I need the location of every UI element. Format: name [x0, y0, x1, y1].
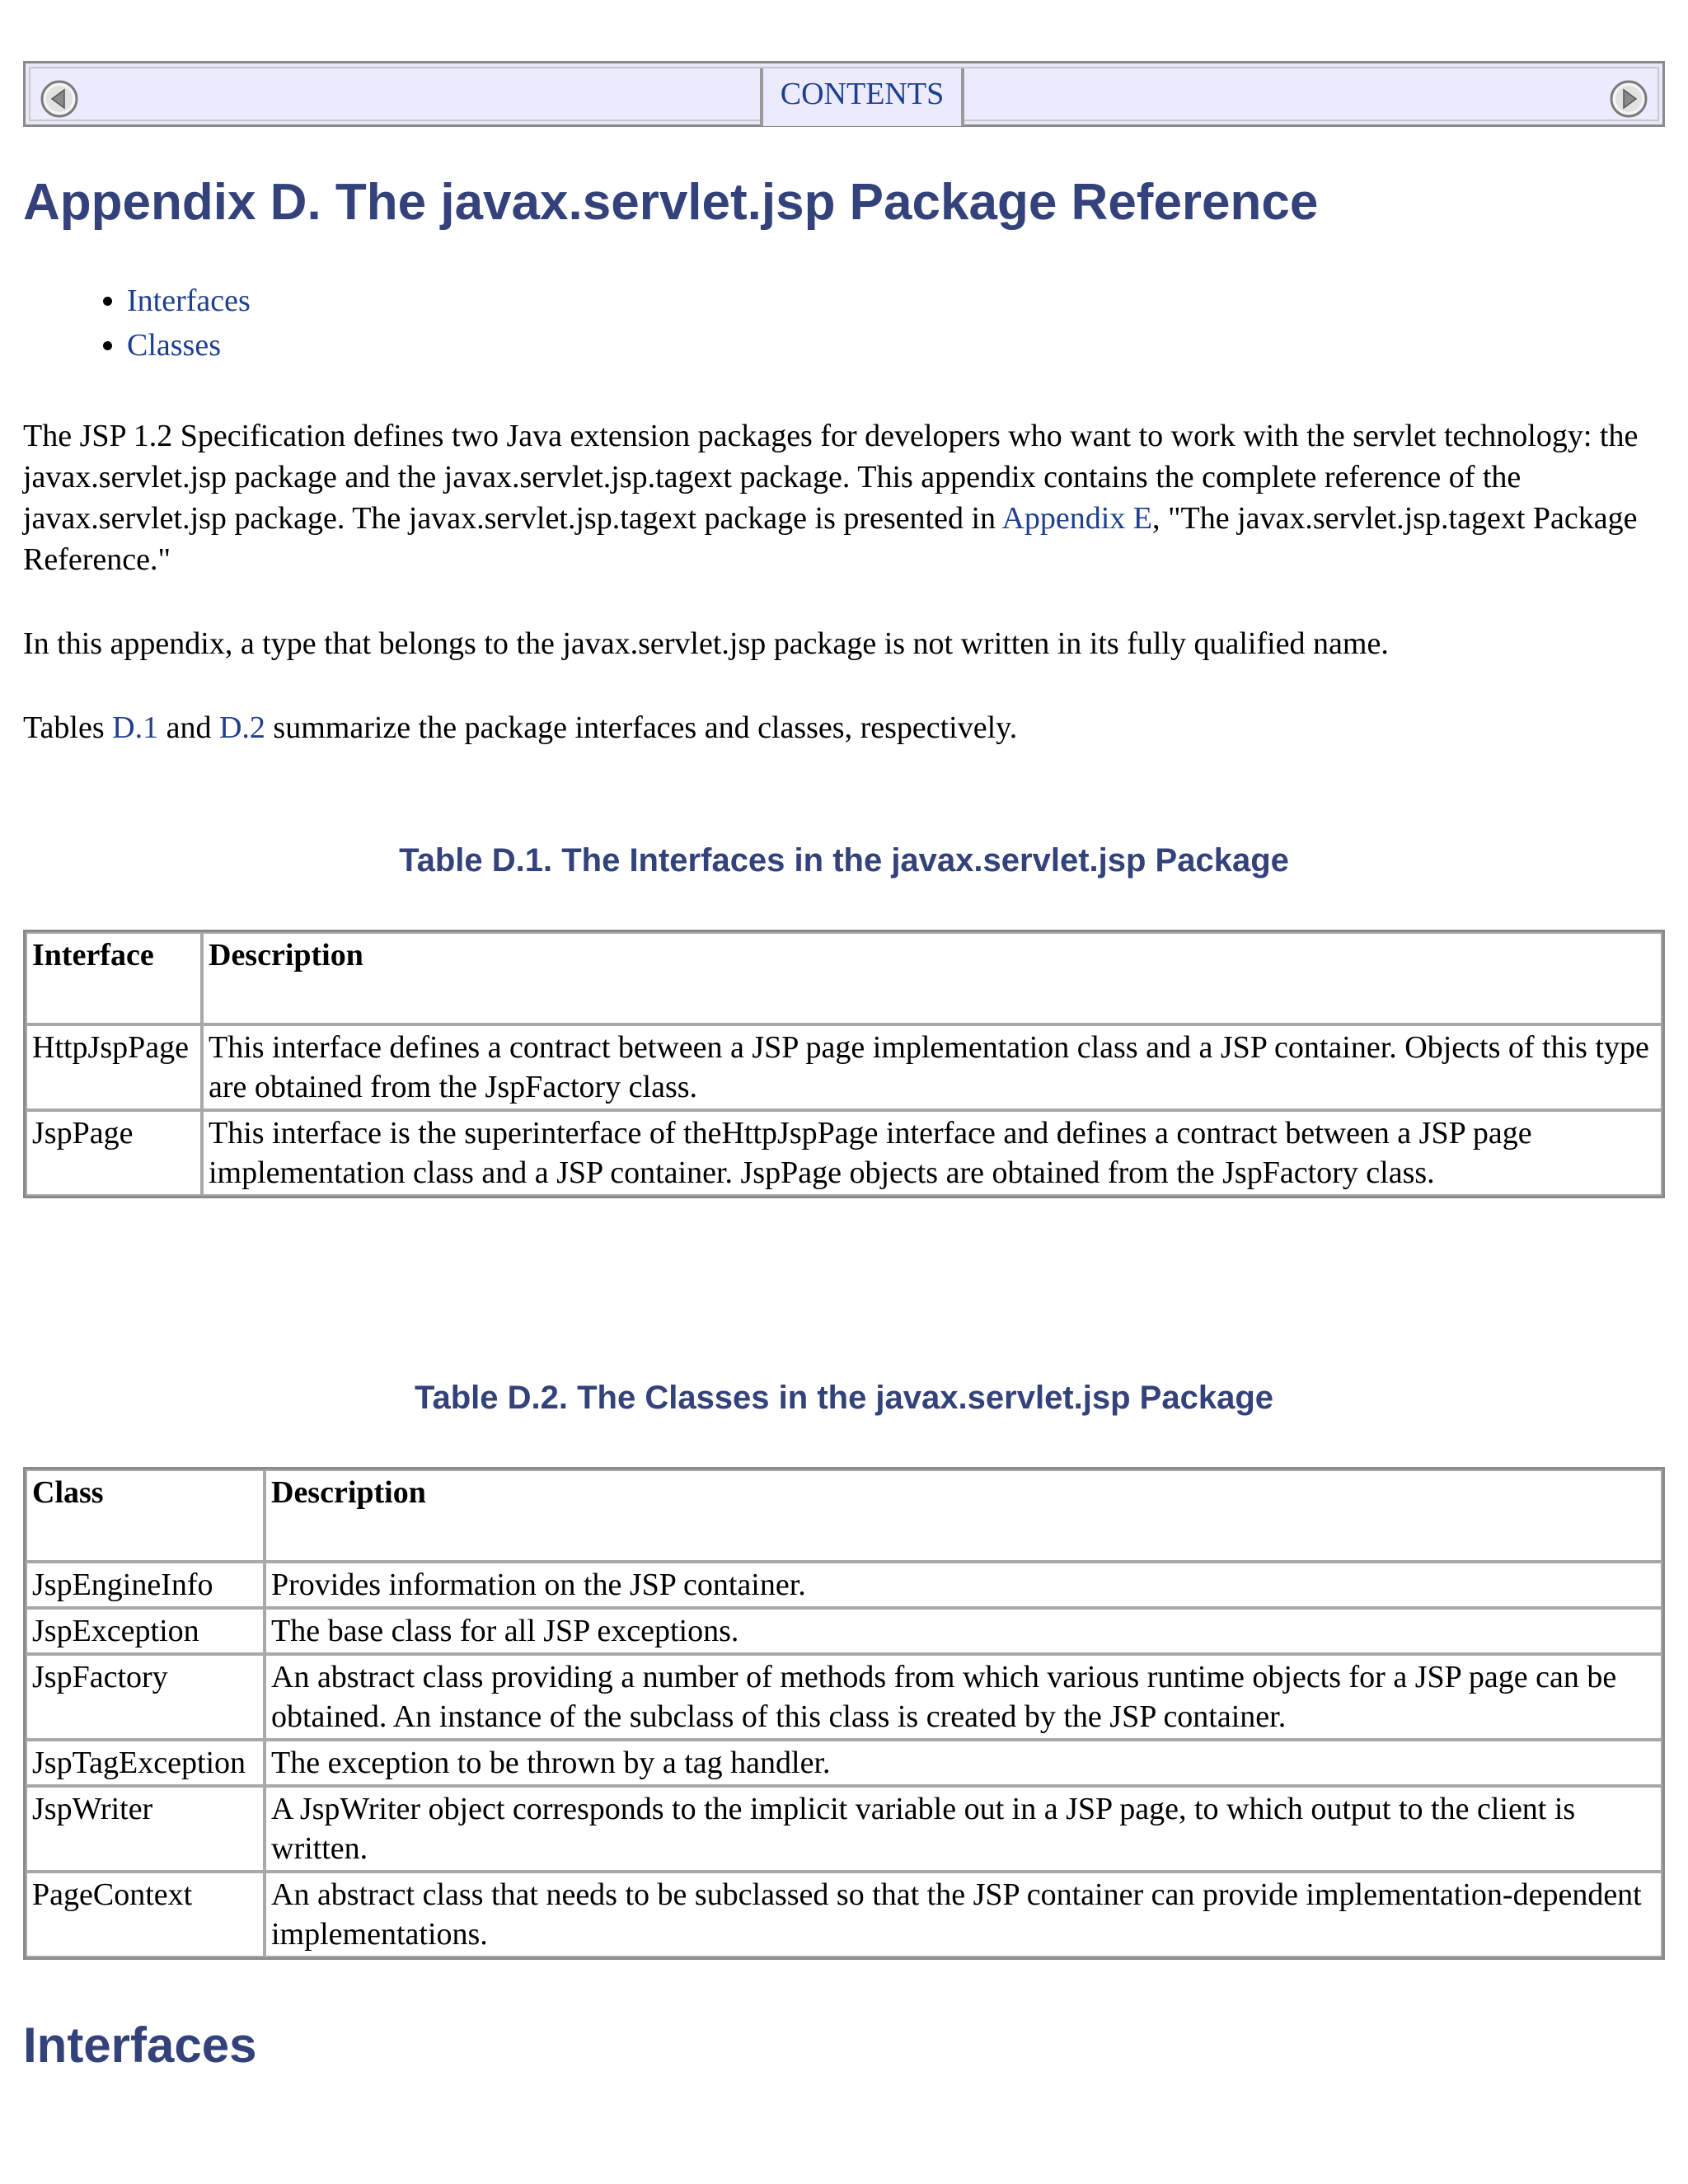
interfaces-section-heading: Interfaces	[23, 2018, 257, 2073]
list-item	[127, 323, 251, 368]
arrow-right-icon[interactable]	[1608, 78, 1649, 120]
interface-name-cell: HttpJspPage	[26, 1024, 202, 1110]
class-name-cell: JspTagException	[26, 1740, 265, 1786]
naming-note-paragraph: In this appendix, a type that belongs to the javax.servlet.jsp package is not written in its fully qualified name.	[23, 626, 1389, 661]
description-cell: This interface defines a contract between a JSP page implementation class and a JSP container. Objects of this type are obtained from the JspFactory class.	[202, 1024, 1662, 1110]
description-cell: An abstract class that needs to be subclassed so that the JSP container can provide implementation-dependent implementations.	[265, 1872, 1662, 1957]
description-cell: The exception to be thrown by a tag handler.	[265, 1740, 1662, 1786]
page-title: Appendix D. The javax.servlet.jsp Package Reference	[23, 174, 1319, 231]
appendix-e-link[interactable]: Appendix E	[1001, 501, 1153, 536]
table-row	[26, 1562, 1662, 1608]
column-header: Description	[202, 932, 1662, 1024]
table-row	[26, 1654, 1662, 1740]
interface-name-cell: JspPage	[26, 1110, 202, 1196]
intro-paragraph	[23, 415, 1663, 580]
toc-list	[23, 279, 251, 368]
description-cell: An abstract class providing a number of methods from which various runtime objects for a JSP page can be obtained. An instance of the subclass of this class is created by the JSP container.	[265, 1654, 1662, 1740]
column-header: Class	[26, 1469, 265, 1562]
table-row	[26, 1110, 1662, 1196]
table-d2-link[interactable]: D.2	[218, 710, 265, 745]
table-row	[26, 1786, 1662, 1872]
toc-link-interfaces[interactable]: Interfaces	[127, 284, 251, 318]
table-row	[26, 1740, 1662, 1786]
table-header-row	[26, 932, 1662, 1024]
summary-text-mid: and	[158, 710, 219, 745]
description-cell: This interface is the superinterface of theHttpJspPage interface and defines a contract between a JSP page implementation class and a JSP container. JspPage objects are obtained from the JspFactory class.	[202, 1110, 1662, 1196]
contents-link[interactable]: CONTENTS	[760, 68, 964, 126]
class-name-cell: PageContext	[26, 1872, 265, 1957]
table-d1-link[interactable]: D.1	[112, 710, 159, 745]
table-row	[26, 1872, 1662, 1957]
navigation-bar	[23, 61, 1665, 127]
table-row	[26, 1608, 1662, 1654]
list-item	[127, 279, 251, 323]
class-name-cell: JspFactory	[26, 1654, 265, 1740]
table-d1-caption: Table D.1. The Interfaces in the javax.servlet.jsp Package	[399, 842, 1289, 879]
tables-summary-paragraph	[23, 707, 1663, 748]
navigation-bar-inner	[29, 67, 1659, 121]
summary-text-b: summarize the package interfaces and classes, respectively.	[265, 710, 1018, 745]
table-d2-caption: Table D.2. The Classes in the javax.servlet.jsp Package	[415, 1380, 1273, 1416]
arrow-left-icon[interactable]	[39, 78, 80, 120]
column-header: Interface	[26, 932, 202, 1024]
class-name-cell: JspException	[26, 1608, 265, 1654]
description-cell: Provides information on the JSP container.	[265, 1562, 1662, 1608]
toc-link-classes[interactable]: Classes	[127, 328, 221, 363]
class-name-cell: JspWriter	[26, 1786, 265, 1872]
class-name-cell: JspEngineInfo	[26, 1562, 265, 1608]
intro-text-a: The JSP 1.2 Specification defines two Java extension packages for developers who want to work with the servlet technology: the javax.servlet.jsp package and the javax.servlet.jsp.tagext package. This appendix contains the complete reference of the javax.servlet.jsp package. The javax.servlet.jsp.tagext package is presented in	[23, 419, 1639, 536]
description-cell: The base class for all JSP exceptions.	[265, 1608, 1662, 1654]
summary-text-a: Tables	[23, 710, 113, 745]
intro-text-b: , "The javax.servlet.jsp.tagext Package Reference."	[23, 501, 1638, 577]
interfaces-table	[23, 930, 1665, 1198]
table-header-row	[26, 1469, 1662, 1562]
description-cell: A JspWriter object corresponds to the implicit variable out in a JSP page, to which output to the client is written.	[265, 1786, 1662, 1872]
column-header: Description	[265, 1469, 1662, 1562]
table-row	[26, 1024, 1662, 1110]
classes-table	[23, 1467, 1665, 1960]
